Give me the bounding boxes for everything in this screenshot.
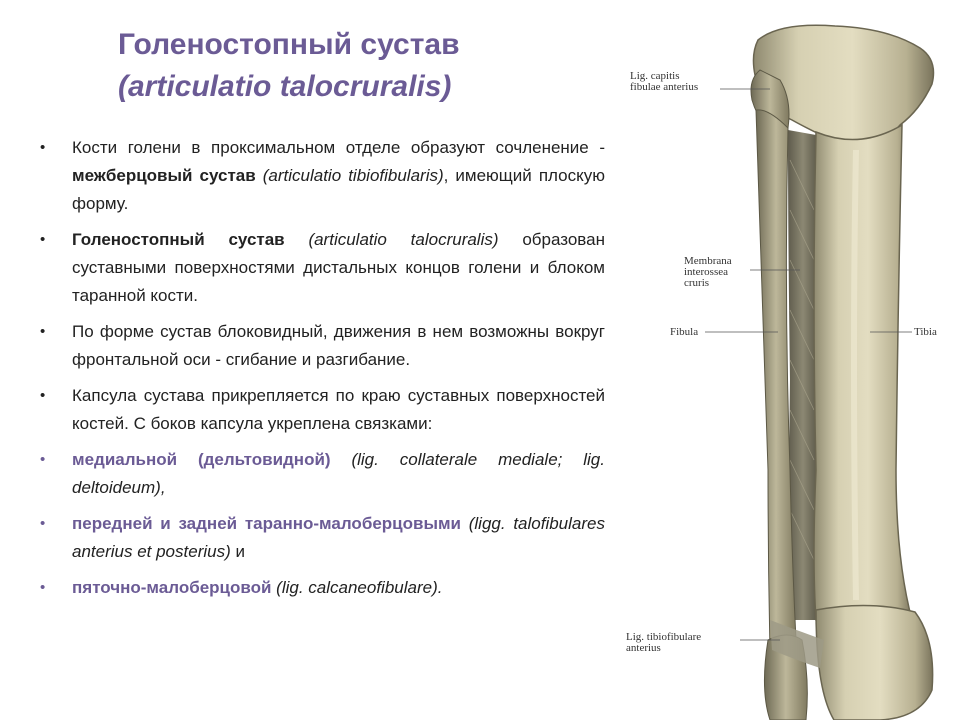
bullet-item <box>40 226 605 310</box>
ligament-name: медиальной (дельтовидной) <box>72 450 331 469</box>
label-line: interossea <box>684 266 728 278</box>
title-line-1: Голеностопный сустав <box>118 28 460 61</box>
bullet-latin: (ligg. talofibulares anterius et posterius) <box>72 514 605 561</box>
label-line: fibulae anterius <box>630 81 699 93</box>
bullet-item <box>40 134 605 218</box>
ligament-name: передней и задней таранно-малоберцовыми <box>72 514 461 533</box>
bullet-text: По форме сустав блоковидный, движения в нем возможны вокруг фронтальной оси - сгибание и разгибание. <box>72 322 605 369</box>
ligament-name: пяточно-малоберцовой <box>72 578 272 597</box>
label-lig-capitis <box>630 71 698 93</box>
bullet-dot: • <box>40 387 46 404</box>
bullet-bold: межберцовый сустав <box>72 166 256 185</box>
bullet-dot: • <box>40 139 46 156</box>
bullet-item <box>40 382 605 438</box>
label-line: Membrana <box>684 255 732 267</box>
tibia-fibula-drawing <box>620 0 960 720</box>
slide-title <box>118 24 588 108</box>
bullet-latin: (articulatio talocruralis) <box>284 230 499 249</box>
bullet-text: Капсула сустава прикрепляется по краю суставных поверхностей костей. С боков капсула укреплена связками: <box>72 386 605 433</box>
bullet-text: и <box>230 542 245 561</box>
bullet-text: Кости голени в проксимальном отделе образуют сочленение - <box>72 138 605 157</box>
bullet-latin: (lig. calcaneofibulare). <box>271 578 443 597</box>
tibia-shaft <box>814 125 912 620</box>
label-fibula: Fibula <box>670 326 699 338</box>
tibia-distal <box>816 605 933 720</box>
label-line: cruris <box>684 277 710 289</box>
bullet-text: , имеющий плоскую форму. <box>72 166 605 213</box>
bullet-item-ligament <box>40 446 605 502</box>
bullet-list <box>40 134 605 610</box>
bullet-dot: • <box>40 579 46 596</box>
label-line: Lig. capitis <box>630 70 680 82</box>
bullet-text: образован суставными поверхностями дистальных концов голени и блоком таранной кости. <box>72 230 605 305</box>
bullet-bold: Голеностопный сустав <box>72 230 285 249</box>
label-line: Lig. tibiofibulare <box>626 631 702 643</box>
label-tibia: Tibia <box>914 326 937 338</box>
bullet-dot: • <box>40 451 46 468</box>
label-line: anterius <box>626 642 661 654</box>
bullet-dot: • <box>40 231 46 248</box>
bullet-item-ligament <box>40 574 605 602</box>
label-membrana <box>684 256 732 289</box>
bullet-latin: (articulatio tibiofibularis) <box>255 166 444 185</box>
label-lig-tibiofibulare <box>626 632 701 654</box>
bullet-latin: (lig. collaterale mediale; lig. deltoideum), <box>72 450 605 497</box>
bullet-item <box>40 318 605 374</box>
bullet-dot: • <box>40 323 46 340</box>
bullet-dot: • <box>40 515 46 532</box>
leg-bones-illustration <box>620 0 960 720</box>
bullet-item-ligament <box>40 510 605 566</box>
title-line-2: (articulatio talocruralis) <box>118 70 452 103</box>
